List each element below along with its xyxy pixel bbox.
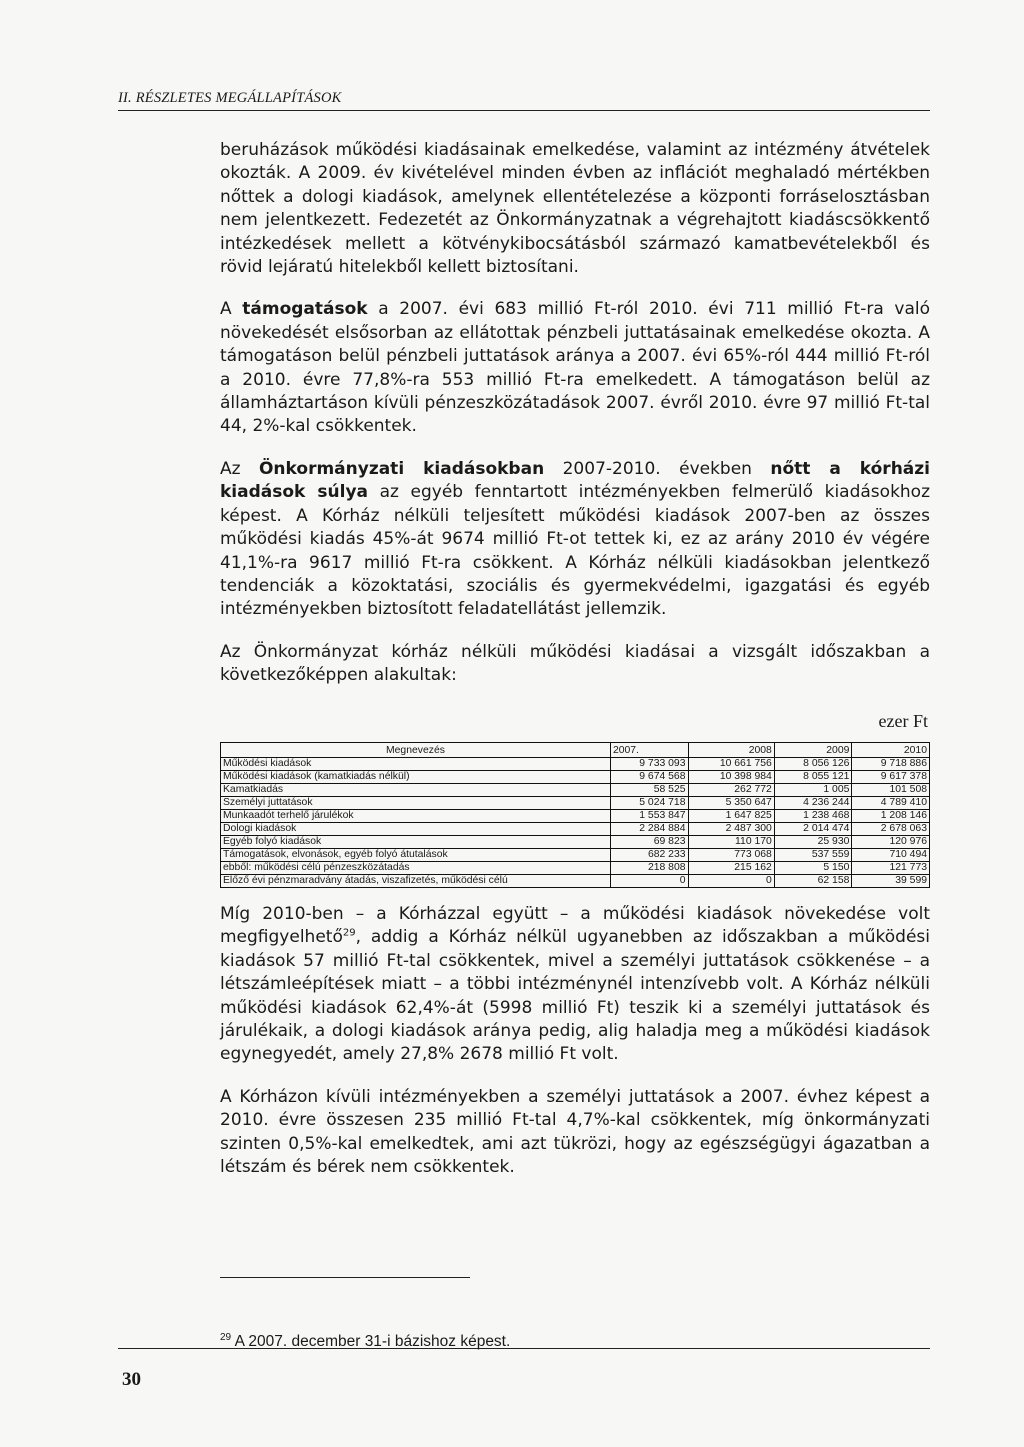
footnote-ref: 29	[342, 927, 356, 939]
table-header-cell: 2009	[774, 742, 852, 757]
row-label: Működési kiadások (kamatkiadás nélkül)	[221, 770, 611, 783]
row-label: Kamatkiadás	[221, 783, 611, 796]
table-row	[221, 783, 930, 796]
table-row	[221, 874, 930, 887]
row-value: 0	[688, 874, 774, 887]
footnote-separator	[220, 1277, 470, 1278]
body-text	[220, 139, 930, 1198]
row-value: 9 617 378	[852, 770, 930, 783]
row-value: 9 674 568	[610, 770, 688, 783]
paragraph-6: A Kórházon kívüli intézményekben a személyi juttatások a 2007. évhez képest a 2010. évre összesen 235 millió Ft-tal 4,7%-kal csökkentek, míg önkormányzati szinten 0,5%-kal emelkedtek, ami azt tükrözi, hogy az egészségügyi ágazatban a létszám és bérek nem csökkentek.	[220, 1086, 930, 1177]
row-label: Egyéb folyó kiadások	[221, 835, 611, 848]
paragraph-1: beruházások működési kiadásainak emelkedése, valamint az intézmény átvételek okozták. A 2009. év kivételével minden évben az inflációt meghaladó mértékben nőttek a dologi kiadások, amelynek ellentételezése a központi forráselosztásban nem jelentkezett. Fedezetét az Önkormányzatnak a végrehajtott kiadáscsökkentő intézkedések mellett a kötvénykibocsátásból származó kamatbevételekből és rövid lejáratú hitelekből kellett biztosítani.	[220, 140, 930, 278]
row-value: 1 238 468	[774, 809, 852, 822]
row-value: 0	[610, 874, 688, 887]
row-label: Munkaadót terhelő járulékok	[221, 809, 611, 822]
row-value: 10 398 984	[688, 770, 774, 783]
row-value: 58 525	[610, 783, 688, 796]
table-row	[221, 848, 930, 861]
row-value: 4 789 410	[852, 796, 930, 809]
row-value: 1 005	[774, 783, 852, 796]
table-header-row	[221, 742, 930, 757]
table-row	[221, 796, 930, 809]
table-row	[221, 809, 930, 822]
row-value: 25 930	[774, 835, 852, 848]
footnote: $^{29}$ A 2007. december 31-i bázishoz képest.	[220, 1331, 511, 1350]
row-value: 262 772	[688, 783, 774, 796]
row-value: 215 162	[688, 861, 774, 874]
footer-rule	[118, 1348, 930, 1349]
row-label: Támogatások, elvonások, egyéb folyó átutalások	[221, 848, 611, 861]
row-value: 10 661 756	[688, 757, 774, 770]
bold-term: támogatások	[242, 299, 368, 320]
footnote-number: 29	[220, 1331, 232, 1343]
row-label: Személyi juttatások	[221, 796, 611, 809]
row-value: 8 056 126	[774, 757, 852, 770]
row-label: Dologi kiadások	[221, 822, 611, 835]
row-value: 218 808	[610, 861, 688, 874]
table-header-cell: 2008	[688, 742, 774, 757]
row-value: 1 553 847	[610, 809, 688, 822]
table-header-cell: 2010	[852, 742, 930, 757]
row-value: 120 976	[852, 835, 930, 848]
row-value: 2 678 063	[852, 822, 930, 835]
row-value: 1 647 825	[688, 809, 774, 822]
row-value: 69 823	[610, 835, 688, 848]
paragraph-4: Az Önkormányzat kórház nélküli működési kiadásai a vizsgált időszakban a következőképpen alakultak:	[220, 641, 930, 686]
row-value: 9 718 886	[852, 757, 930, 770]
table-unit: ezer Ft	[878, 710, 928, 731]
row-value: 5 350 647	[688, 796, 774, 809]
row-value: 773 068	[688, 848, 774, 861]
table-row	[221, 835, 930, 848]
row-label: Működési kiadások	[221, 757, 611, 770]
row-value: 537 559	[774, 848, 852, 861]
row-value: 682 233	[610, 848, 688, 861]
row-value: 8 055 121	[774, 770, 852, 783]
row-value: 2 487 300	[688, 822, 774, 835]
table-row	[221, 822, 930, 835]
row-value: 5 024 718	[610, 796, 688, 809]
row-value: 9 733 093	[610, 757, 688, 770]
table-row	[221, 861, 930, 874]
table-header-cell: 2007.	[610, 742, 688, 757]
paragraph-2: A támogatások a 2007. évi 683 millió Ft-ról 2010. évi 711 millió Ft-ra való növekedését elsősorban az ellátottak pénzbeli juttatásainak emelkedése okozta. A támogatáson belül pénzbeli juttatások aránya a 2007. évi 65%-ról 444 millió Ft-ról a 2010. évre 77,8%-ra 553 millió Ft-ra emelkedett. A támogatáson belül az államháztartáson kívüli pénzeszközátadások 2007. évről 2010. évre 97 millió Ft-tal 44, 2%-kal csökkentek.	[220, 299, 930, 437]
row-value: 62 158	[774, 874, 852, 887]
bold-term: nőtt a kórházi kiadások súlya	[220, 458, 930, 503]
expenditure-table	[220, 742, 930, 888]
paragraph-3: Az Önkormányzati kiadásokban 2007-2010. években nőtt a kórházi kiadások súlya az egyéb fenntartott intézményekben felmerülő kiadásokhoz képest. A Kórház nélküli teljesített működési kiadások 2007-ben az összes működési kiadás 45%-át 9674 millió Ft-ot tettek ki, ez az arány 2010 év végére 41,1%-ra 9617 millió Ft-ra csökkent. A Kórház nélküli kiadásokban jelentkező tendenciák a közoktatási, szociális és gyermekvédelmi, igazgatási és egyéb intézményekben biztosított feladatellátást jellemzik.	[220, 458, 931, 620]
table-row	[221, 757, 930, 770]
paragraph-5: Míg 2010-ben – a Kórházzal együtt – a működési kiadások növekedése volt megfigyelhető$^{29}$, addig a Kórház nélkül ugyanebben az időszakban a működési kiadások 57 millió Ft-tal csökkentek, mivel a személyi juttatások csökkenése – a létszámleépítések miatt – a többi intézménynél intenzívebb volt. A Kórház nélküli működési kiadások 62,4%-át (5998 millió Ft) teszik ki a személyi juttatások és járulékaik, a dologi kiadások aránya pedig, alig haladja meg a működési kiadások egynegyedét, amely 27,8% 2678 millió Ft volt.	[220, 903, 930, 1065]
row-label: Előző évi pénzmaradvány átadás, viszafizetés, működési célú	[221, 874, 611, 887]
row-value: 710 494	[852, 848, 930, 861]
page-number: 30	[122, 1369, 141, 1390]
row-value: 121 773	[852, 861, 930, 874]
row-value: 5 150	[774, 861, 852, 874]
row-value: 2 014 474	[774, 822, 852, 835]
row-value: 1 208 146	[852, 809, 930, 822]
running-header: II. RÉSZLETES MEGÁLLAPÍTÁSOK	[118, 90, 930, 111]
row-value: 39 599	[852, 874, 930, 887]
table-row	[221, 770, 930, 783]
row-label: ebből: működési célú pénzeszközátadás	[221, 861, 611, 874]
table-header-cell: Megnevezés	[221, 742, 611, 757]
row-value: 101 508	[852, 783, 930, 796]
row-value: 4 236 244	[774, 796, 852, 809]
row-value: 2 284 884	[610, 822, 688, 835]
bold-term: Önkormányzati kiadásokban	[258, 458, 545, 479]
row-value: 110 170	[688, 835, 774, 848]
